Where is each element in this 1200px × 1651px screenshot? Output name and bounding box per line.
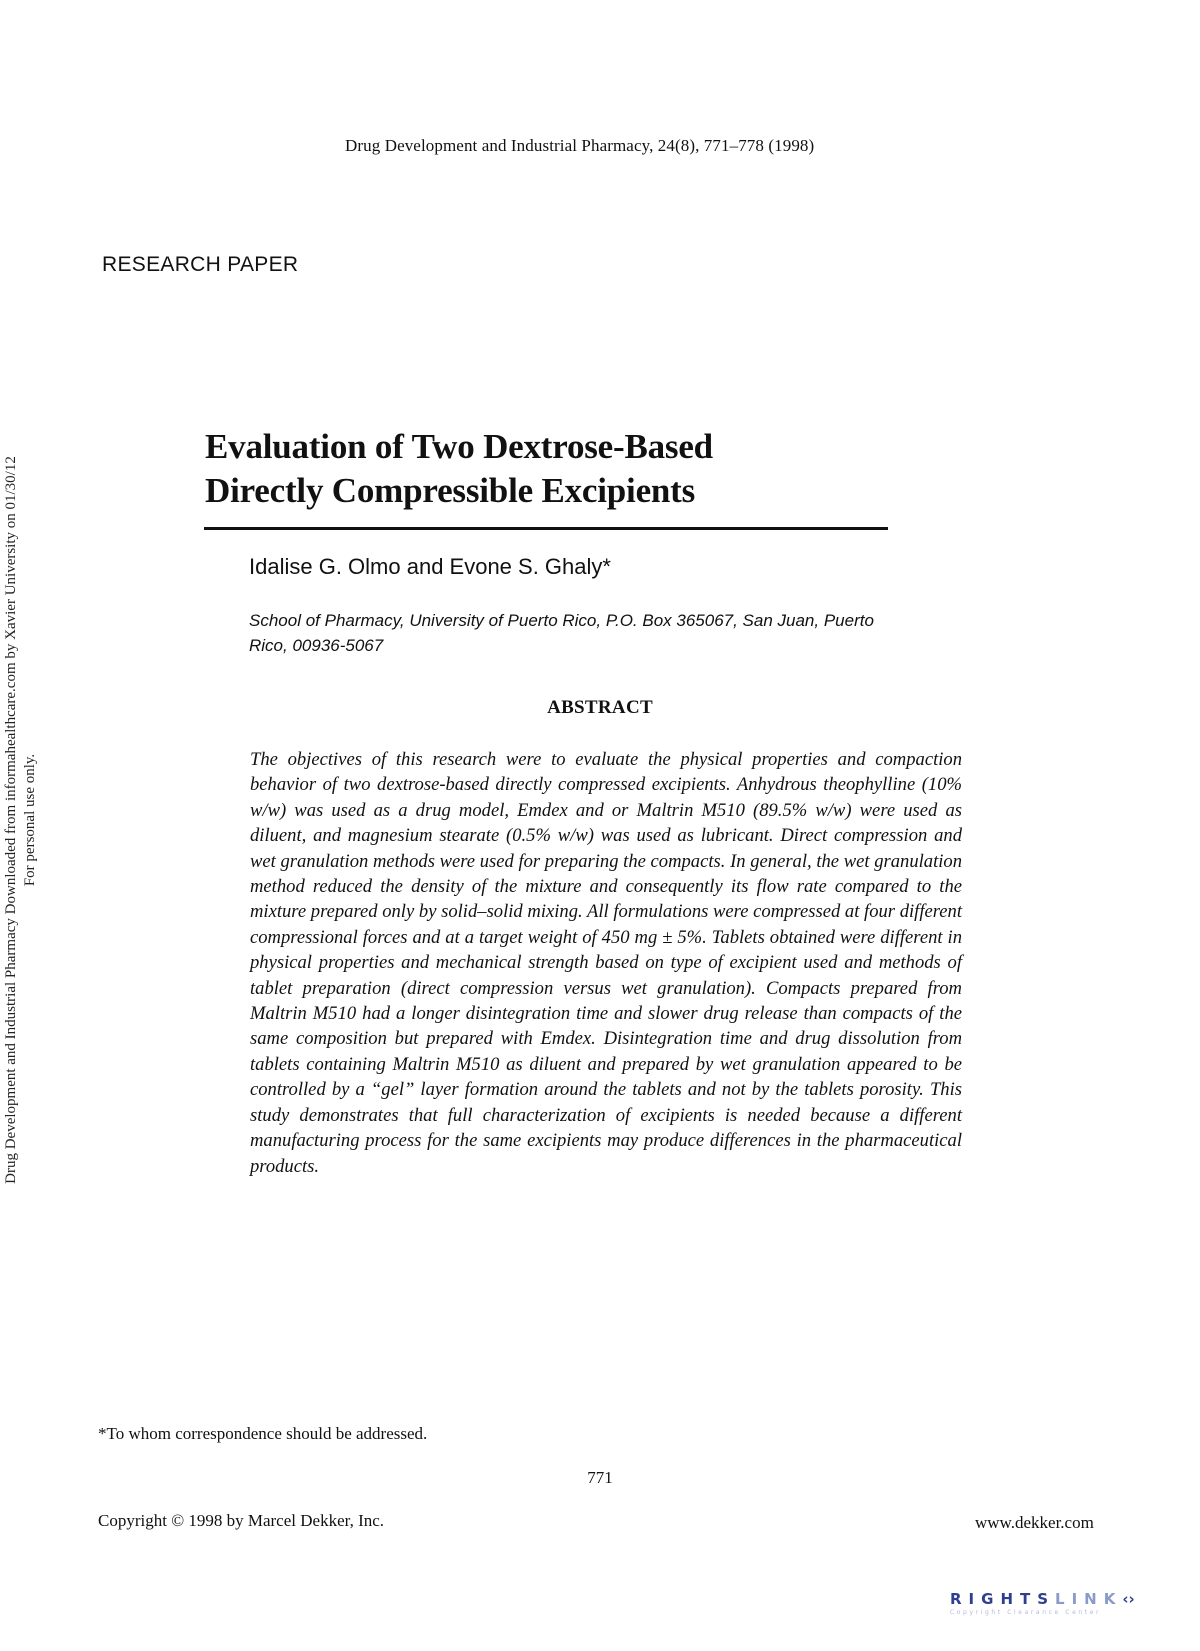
abstract-body: The objectives of this research were to evaluate the physical properties and compaction behavior of two dextrose-based directly compressed excipients. Anhydrous theophylline (10% w/w) was used as a drug model, Emdex and or Maltrin M510 (89.5% w/w) were used as diluent, and magnesium stearate (0.5% w/w) was used as lubricant. Direct compression and wet granulation methods were used for preparing the compacts. In general, the wet granulation method reduced the density of the mixture and consequently its flow rate compared to the mixture prepared only by solid–solid mixing. All formulations were compressed at four different compressional forces and at a target weight of 450 mg ± 5%. Tablets obtained were different in physical properties and mechanical strength based on type of excipient used and methods of tablet preparation (direct compression versus wet granulation). Compacts prepared from Maltrin M510 had a longer disintegration time and slower drug release than compacts of the same composition but prepared with Emdex. Disintegration time and drug dissolution from tablets containing Maltrin M510 as diluent and prepared by wet granulation appeared to be controlled by a “gel” layer formation around the tablets and not by the tablets porosity. This study demonstrates that full characterization of excipients is needed because a different manufacturing process for the same excipients may produce differences in the pharmaceutical products. <box>250 749 962 1177</box>
title-line-2: Directly Compressible Excipients <box>205 471 696 510</box>
abstract-heading: ABSTRACT <box>547 697 653 718</box>
author-list: Idalise G. Olmo and Evone S. Ghaly* <box>249 554 611 579</box>
correspondence-footnote: *To whom correspondence should be addressed. <box>98 1424 428 1443</box>
rightslink-tagline: Copyright Clearance Center <box>950 1609 1102 1616</box>
title-divider <box>204 527 888 530</box>
rightslink-arrow-icon: ‹› <box>1122 1590 1135 1608</box>
watermark-line-2: For personal use only. <box>22 753 38 887</box>
section-label: RESEARCH PAPER <box>102 253 299 276</box>
download-watermark <box>2 395 52 1245</box>
author-affiliation: School of Pharmacy, University of Puerto Rico, P.O. Box 365067, San Juan, Puerto Rico, 00936-5067 <box>249 611 874 655</box>
rightslink-logo[interactable] <box>950 1590 1190 1630</box>
rightslink-rights-text: RIGHTS <box>950 1590 1056 1608</box>
watermark-line-1: Drug Development and Industrial Pharmacy Downloaded from informahealthcare.com by Xavier University on 01/30/12 <box>3 456 19 1184</box>
publisher-website-link[interactable]: www.dekker.com <box>975 1513 1094 1532</box>
journal-citation: Drug Development and Industrial Pharmacy, 24(8), 771–778 (1998) <box>345 136 815 155</box>
page-number: 771 <box>587 1468 613 1487</box>
copyright-notice: Copyright © 1998 by Marcel Dekker, Inc. <box>98 1511 385 1530</box>
article-title <box>205 425 713 513</box>
rightslink-link-text: LINK <box>1055 1590 1123 1608</box>
title-line-1: Evaluation of Two Dextrose-Based <box>205 427 713 466</box>
